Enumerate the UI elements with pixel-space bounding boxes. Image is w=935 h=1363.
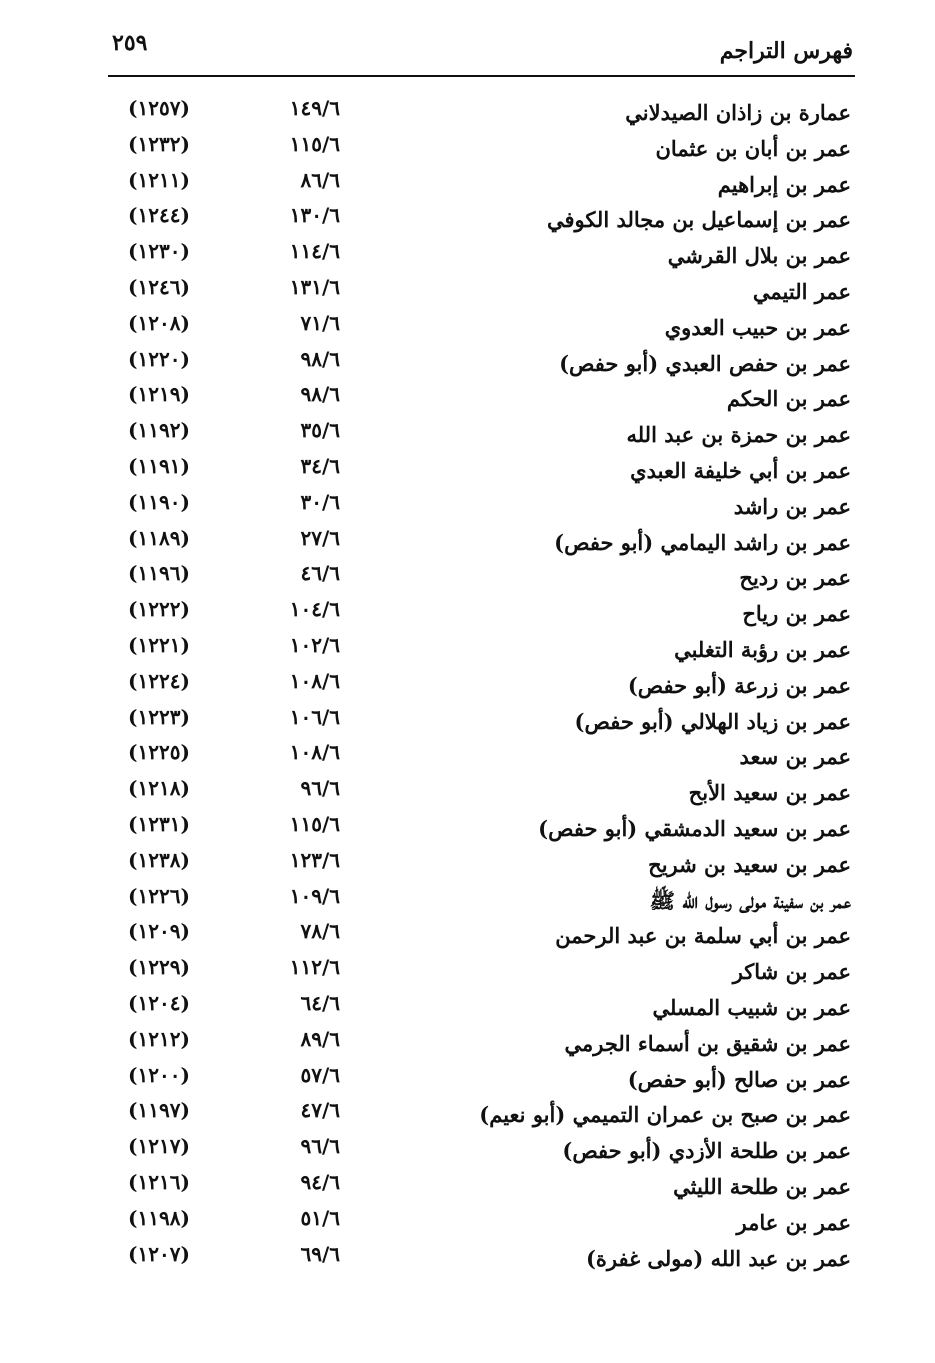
entry-volume-page: ١٠٨/٦	[289, 740, 340, 765]
index-entry	[0, 454, 935, 490]
entry-volume-page: ١٣١/٦	[289, 274, 340, 299]
entry-volume-page: ٨٩/٦	[300, 1026, 340, 1051]
entry-name: عمر بن طلحة الأزدي (أبو حفص)	[562, 1138, 851, 1164]
index-entry	[0, 275, 935, 311]
entry-name: عمر بن راشد	[733, 493, 851, 519]
entry-number: (١١٩٠)	[128, 489, 190, 514]
entry-volume-page: ١٠٩/٦	[289, 883, 340, 908]
entry-name: عمر بن شاكر	[732, 959, 851, 985]
entry-name: عمر بن الحكم	[726, 386, 851, 412]
entry-name: عمر بن حبيب العدوي	[664, 314, 851, 340]
entry-number: (١٢١٨)	[128, 776, 190, 801]
index-entry	[0, 132, 935, 168]
index-entry	[0, 919, 935, 955]
index-entry	[0, 561, 935, 597]
entry-volume-page: ٨٦/٦	[300, 167, 340, 192]
entry-volume-page: ٧١/٦	[300, 310, 340, 335]
entry-number: (١٢٢٤)	[128, 668, 190, 693]
header-rule	[108, 75, 855, 77]
entry-name: عمر بن طلحة الليثي	[673, 1173, 851, 1199]
entry-volume-page: ٥٧/٦	[300, 1062, 340, 1087]
entry-volume-page: ١٢٣/٦	[289, 847, 340, 872]
entry-number: (١١٩٦)	[128, 561, 190, 586]
entry-volume-page: ١٣٠/٦	[289, 203, 340, 228]
entry-name: عمر بن سعيد الأبح	[688, 780, 851, 806]
entry-name: عمر بن زياد الهلالي (أبو حفص)	[574, 708, 851, 734]
entry-number: (١٢١٧)	[128, 1134, 190, 1159]
index-entry	[0, 96, 935, 132]
index-entry	[0, 669, 935, 705]
index-entry	[0, 168, 935, 204]
page-number: ٢٥٩	[112, 30, 148, 56]
entry-number: (١٢١٢)	[128, 1026, 190, 1051]
index-entry-list	[0, 96, 935, 1277]
entry-name: عمر بن زرعة (أبو حفص)	[627, 672, 851, 698]
entry-number: (١٢٥٧)	[128, 96, 190, 120]
entry-name: عمر بن راشد اليمامي (أبو حفص)	[554, 529, 851, 555]
entry-volume-page: ٦٩/٦	[300, 1241, 340, 1266]
entry-number: (١٢٣٠)	[128, 239, 190, 264]
entry-number: (١١٩١)	[128, 453, 190, 478]
entry-volume-page: ٤٦/٦	[300, 561, 340, 586]
entry-number: (١٢٢٢)	[128, 597, 190, 622]
entry-name: عمر بن حفص العبدي (أبو حفص)	[559, 350, 851, 376]
entry-number: (١٢٣٨)	[128, 847, 190, 872]
index-entry	[0, 848, 935, 884]
index-entry	[0, 526, 935, 562]
entry-volume-page: ١١٢/٦	[289, 955, 340, 980]
entry-volume-page: ٥١/٦	[300, 1205, 340, 1230]
index-entry	[0, 633, 935, 669]
index-entry	[0, 776, 935, 812]
entry-name: عمر بن سعد	[739, 744, 851, 770]
entry-name: عمر بن أبي سلمة بن عبد الرحمن	[555, 923, 851, 949]
index-entry	[0, 1206, 935, 1242]
entry-number: (١٢١٦)	[128, 1169, 190, 1194]
entry-number: (١٢١٩)	[128, 382, 190, 407]
index-entry	[0, 597, 935, 633]
entry-volume-page: ٢٧/٦	[300, 525, 340, 550]
entry-volume-page: ٤٧/٦	[300, 1098, 340, 1123]
entry-number: (١٢٢٦)	[128, 883, 190, 908]
entry-number: (١٢٢١)	[128, 632, 190, 657]
entry-volume-page: ٩٨/٦	[300, 346, 340, 371]
index-entry	[0, 1170, 935, 1206]
entry-name: عمر بن عبد الله (مولى غفرة)	[585, 1245, 851, 1271]
entry-volume-page: ٩٦/٦	[300, 776, 340, 801]
entry-name: عمر بن رياح	[742, 601, 851, 627]
entry-name: عمر بن سعيد الدمشقي (أبو حفص)	[538, 815, 851, 841]
index-entry	[0, 239, 935, 275]
entry-volume-page: ٩٤/٦	[300, 1169, 340, 1194]
index-entry	[0, 311, 935, 347]
entry-number: (١٢٠٧)	[128, 1241, 190, 1266]
entry-name: عمر التيمي	[752, 278, 851, 304]
entry-number: (١١٨٩)	[128, 525, 190, 550]
entry-volume-page: ٣٤/٦	[300, 453, 340, 478]
index-entry	[0, 347, 935, 383]
index-entry	[0, 884, 935, 920]
entry-volume-page: ٣٥/٦	[300, 418, 340, 443]
index-entry	[0, 1098, 935, 1134]
entry-name: عمر بن رديح	[739, 565, 851, 591]
index-entry	[0, 1063, 935, 1099]
index-entry	[0, 955, 935, 991]
entry-name: عمر بن رؤبة التغلبي	[674, 636, 851, 662]
entry-volume-page: ١١٥/٦	[289, 131, 340, 156]
index-entry	[0, 1027, 935, 1063]
index-entry	[0, 1134, 935, 1170]
entry-volume-page: ٩٦/٦	[300, 1134, 340, 1159]
index-entry	[0, 1242, 935, 1278]
index-entry	[0, 203, 935, 239]
entry-name: عمر بن حمزة بن عبد الله	[626, 422, 851, 448]
entry-number: (١٢٠٤)	[128, 990, 190, 1015]
entry-number: (١٢١١)	[128, 167, 190, 192]
entry-name: عمر بن شقيق بن أسماء الجرمي	[564, 1030, 851, 1056]
entry-number: (١٢٤٦)	[128, 274, 190, 299]
entry-name: عمر بن سعيد بن شريح	[648, 851, 851, 877]
index-entry	[0, 740, 935, 776]
entry-number: (١١٩٢)	[128, 418, 190, 443]
entry-volume-page: ١٠٢/٦	[289, 632, 340, 657]
entry-volume-page: ٣٠/٦	[300, 489, 340, 514]
entry-number: (١٢٤٤)	[128, 203, 190, 228]
entry-name: عمر بن صبح بن عمران التميمي (أبو نعيم)	[479, 1102, 851, 1128]
entry-number: (١٢٢٣)	[128, 704, 190, 729]
index-entry	[0, 382, 935, 418]
entry-volume-page: ١١٤/٦	[289, 239, 340, 264]
entry-volume-page: ١١٥/٦	[289, 811, 340, 836]
index-entry	[0, 705, 935, 741]
index-entry	[0, 418, 935, 454]
entry-name: عمر بن أبان بن عثمان	[655, 135, 851, 161]
entry-volume-page: ١٤٩/٦	[289, 96, 340, 120]
entry-name: عمر بن شبيب المسلي	[652, 994, 851, 1020]
entry-number: (١٢٠٩)	[128, 919, 190, 944]
entry-number: (١٢٢٥)	[128, 740, 190, 765]
entry-name: عمر بن عامر	[736, 1209, 851, 1235]
entry-number: (١٢٢٩)	[128, 955, 190, 980]
entry-name: عمر بن سفينة مولى رسول الله ﷺ	[649, 887, 851, 913]
entry-name: عمر بن بلال القرشي	[667, 243, 851, 269]
entry-volume-page: ١٠٨/٦	[289, 668, 340, 693]
entry-name: عمر بن إبراهيم	[717, 171, 851, 197]
entry-number: (١٢٠٠)	[128, 1062, 190, 1087]
index-entry	[0, 812, 935, 848]
running-title: فهرس التراجم	[719, 38, 853, 64]
entry-number: (١٢٣٢)	[128, 131, 190, 156]
index-entry	[0, 991, 935, 1027]
entry-name: عمارة بن زاذان الصيدلاني	[625, 100, 851, 125]
entry-volume-page: ١٠٤/٦	[289, 597, 340, 622]
entry-name: عمر بن أبي خليفة العبدي	[630, 457, 851, 483]
entry-name: عمر بن صالح (أبو حفص)	[627, 1066, 851, 1092]
entry-number: (١١٩٧)	[128, 1098, 190, 1123]
entry-number: (١١٩٨)	[128, 1205, 190, 1230]
entry-volume-page: ٩٨/٦	[300, 382, 340, 407]
entry-number: (١٢٣١)	[128, 811, 190, 836]
index-entry	[0, 490, 935, 526]
entry-volume-page: ٦٤/٦	[300, 990, 340, 1015]
entry-volume-page: ٧٨/٦	[300, 919, 340, 944]
entry-name: عمر بن إسماعيل بن مجالد الكوفي	[546, 207, 851, 233]
entry-number: (١٢٢٠)	[128, 346, 190, 371]
entry-number: (١٢٠٨)	[128, 310, 190, 335]
entry-volume-page: ١٠٦/٦	[289, 704, 340, 729]
